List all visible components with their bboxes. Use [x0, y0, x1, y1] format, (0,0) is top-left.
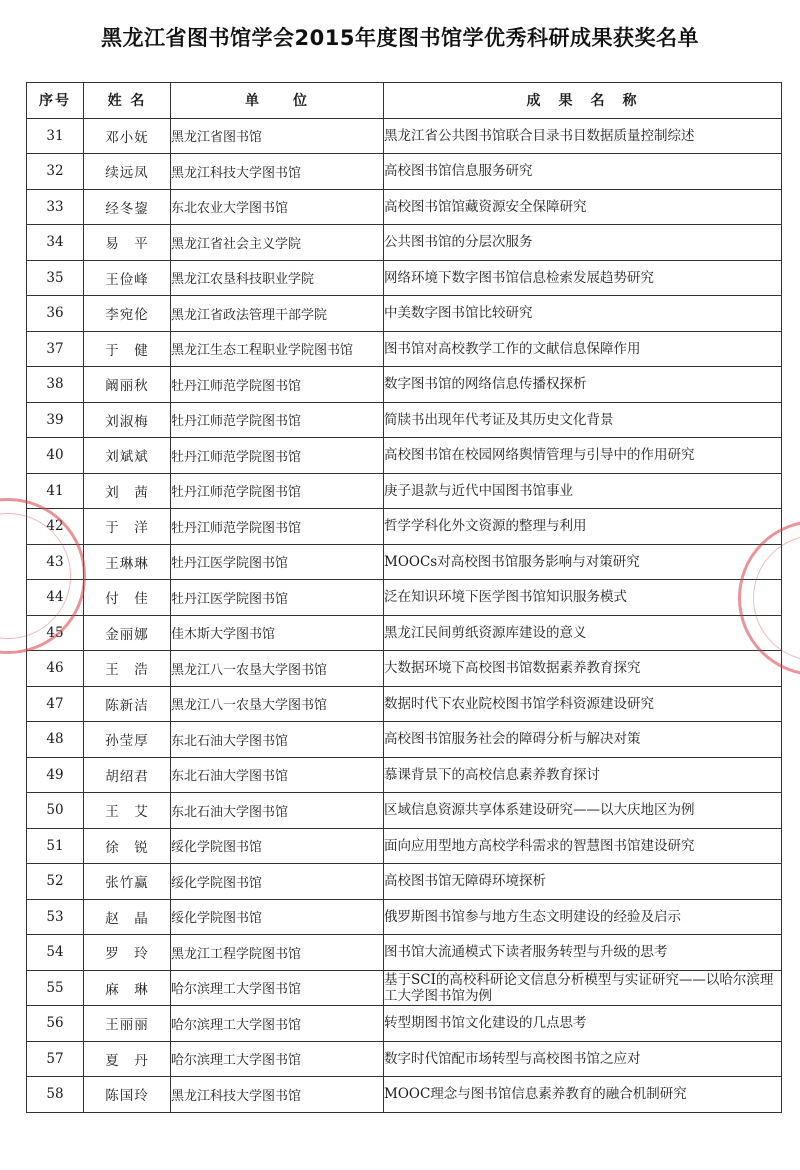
row-title: 俄罗斯图书馆参与地方生态文明建设的经验及启示	[384, 899, 782, 935]
row-number: 38	[27, 367, 84, 403]
row-name: 金丽娜	[84, 615, 171, 651]
table-row	[27, 367, 782, 403]
row-title: 网络环境下数字图书馆信息检索发展趋势研究	[384, 260, 782, 296]
row-number: 31	[27, 118, 84, 154]
row-number: 33	[27, 189, 84, 225]
table-row	[27, 544, 782, 580]
row-number: 45	[27, 615, 84, 651]
row-number: 58	[27, 1077, 84, 1113]
row-unit: 牡丹江师范学院图书馆	[171, 509, 384, 545]
table-row	[27, 1041, 782, 1077]
row-name: 阚丽秋	[84, 367, 171, 403]
table-row	[27, 615, 782, 651]
row-name: 刘 茜	[84, 473, 171, 509]
row-number: 32	[27, 154, 84, 190]
table-row	[27, 651, 782, 687]
row-name: 刘斌斌	[84, 438, 171, 474]
row-title: 公共图书馆的分层次服务	[384, 225, 782, 261]
row-title: 高校图书馆服务社会的障碍分析与解决对策	[384, 722, 782, 758]
row-number: 39	[27, 402, 84, 438]
row-unit: 哈尔滨理工大学图书馆	[171, 1041, 384, 1077]
row-name: 孙莹厚	[84, 722, 171, 758]
row-title: 高校图书馆信息服务研究	[384, 154, 782, 190]
table-row	[27, 296, 782, 332]
table-row	[27, 722, 782, 758]
row-title: 图书馆对高校教学工作的文献信息保障作用	[384, 331, 782, 367]
table-row	[27, 970, 782, 1006]
row-number: 46	[27, 651, 84, 687]
awards-table	[26, 82, 782, 1113]
row-name: 罗 玲	[84, 935, 171, 971]
row-title: MOOCs对高校图书馆服务影响与对策研究	[384, 544, 782, 580]
row-title: 区域信息资源共享体系建设研究——以大庆地区为例	[384, 793, 782, 829]
row-name: 夏 丹	[84, 1041, 171, 1077]
row-name: 陈国玲	[84, 1077, 171, 1113]
row-number: 34	[27, 225, 84, 261]
row-name: 胡绍君	[84, 757, 171, 793]
table-row	[27, 757, 782, 793]
table-body	[27, 118, 782, 1112]
row-title: MOOC理念与图书馆信息素养教育的融合机制研究	[384, 1077, 782, 1113]
row-unit: 黑龙江科技大学图书馆	[171, 154, 384, 190]
row-number: 54	[27, 935, 84, 971]
row-number: 43	[27, 544, 84, 580]
row-unit: 黑龙江省图书馆	[171, 118, 384, 154]
row-unit: 黑龙江工程学院图书馆	[171, 935, 384, 971]
row-unit: 牡丹江医学院图书馆	[171, 580, 384, 616]
row-unit: 黑龙江省社会主义学院	[171, 225, 384, 261]
row-unit: 黑龙江科技大学图书馆	[171, 1077, 384, 1113]
row-title: 哲学学科化外文资源的整理与利用	[384, 509, 782, 545]
row-number: 53	[27, 899, 84, 935]
table-row	[27, 793, 782, 829]
table-header-row	[27, 83, 782, 119]
row-name: 王丽丽	[84, 1006, 171, 1042]
row-unit: 绥化学院图书馆	[171, 899, 384, 935]
row-unit: 黑龙江八一农垦大学图书馆	[171, 686, 384, 722]
row-name: 陈新洁	[84, 686, 171, 722]
row-number: 49	[27, 757, 84, 793]
table-row	[27, 438, 782, 474]
row-name: 王琳琳	[84, 544, 171, 580]
table-row	[27, 935, 782, 971]
table-row	[27, 509, 782, 545]
row-unit: 哈尔滨理工大学图书馆	[171, 970, 384, 1006]
row-name: 刘淑梅	[84, 402, 171, 438]
row-name: 徐 锐	[84, 828, 171, 864]
row-unit: 绥化学院图书馆	[171, 864, 384, 900]
table-row	[27, 402, 782, 438]
row-unit: 黑龙江农垦科技职业学院	[171, 260, 384, 296]
row-title: 黑龙江省公共图书馆联合目录书目数据质量控制综述	[384, 118, 782, 154]
row-title: 慕课背景下的高校信息素养教育探讨	[384, 757, 782, 793]
row-unit: 东北石油大学图书馆	[171, 793, 384, 829]
row-title: 简牍书出现年代考证及其历史文化背景	[384, 402, 782, 438]
row-name: 易 平	[84, 225, 171, 261]
table-row	[27, 118, 782, 154]
row-name: 于 洋	[84, 509, 171, 545]
row-name: 王俭峰	[84, 260, 171, 296]
row-unit: 牡丹江师范学院图书馆	[171, 402, 384, 438]
header-title: 成 果 名 称	[384, 83, 782, 119]
row-title: 泛在知识环境下医学图书馆知识服务模式	[384, 580, 782, 616]
row-number: 37	[27, 331, 84, 367]
table-row	[27, 580, 782, 616]
row-name: 赵 晶	[84, 899, 171, 935]
table-row	[27, 1006, 782, 1042]
row-title: 转型期图书馆文化建设的几点思考	[384, 1006, 782, 1042]
row-name: 张竹赢	[84, 864, 171, 900]
row-title: 高校图书馆在校园网络舆情管理与引导中的作用研究	[384, 438, 782, 474]
row-unit: 牡丹江师范学院图书馆	[171, 367, 384, 403]
row-unit: 黑龙江生态工程职业学院图书馆	[171, 331, 384, 367]
row-title: 数据时代下农业院校图书馆学科资源建设研究	[384, 686, 782, 722]
row-unit: 牡丹江师范学院图书馆	[171, 438, 384, 474]
table-row	[27, 260, 782, 296]
header-unit: 单 位	[171, 83, 384, 119]
table-row	[27, 1077, 782, 1113]
row-title: 面向应用型地方高校学科需求的智慧图书馆建设研究	[384, 828, 782, 864]
document-title: 黑龙江省图书馆学会2015年度图书馆学优秀科研成果获奖名单	[101, 26, 699, 50]
header-name: 姓 名	[84, 83, 171, 119]
header-no: 序号	[27, 83, 84, 119]
table-row	[27, 189, 782, 225]
table-row	[27, 686, 782, 722]
table-row	[27, 899, 782, 935]
row-unit: 哈尔滨理工大学图书馆	[171, 1006, 384, 1042]
row-name: 经冬鋆	[84, 189, 171, 225]
row-number: 51	[27, 828, 84, 864]
table-row	[27, 864, 782, 900]
row-number: 57	[27, 1041, 84, 1077]
row-number: 47	[27, 686, 84, 722]
table-row	[27, 154, 782, 190]
row-unit: 佳木斯大学图书馆	[171, 615, 384, 651]
row-number: 52	[27, 864, 84, 900]
row-name: 王 艾	[84, 793, 171, 829]
row-title: 庚子退款与近代中国图书馆事业	[384, 473, 782, 509]
row-name: 王 浩	[84, 651, 171, 687]
row-name: 付 佳	[84, 580, 171, 616]
table-row	[27, 225, 782, 261]
row-number: 48	[27, 722, 84, 758]
row-name: 于 健	[84, 331, 171, 367]
row-name: 邓小妩	[84, 118, 171, 154]
row-title: 高校图书馆无障碍环境探析	[384, 864, 782, 900]
row-number: 50	[27, 793, 84, 829]
row-title: 黑龙江民间剪纸资源库建设的意义	[384, 615, 782, 651]
row-unit: 绥化学院图书馆	[171, 828, 384, 864]
row-unit: 牡丹江师范学院图书馆	[171, 473, 384, 509]
row-title: 数字时代馆配市场转型与高校图书馆之应对	[384, 1041, 782, 1077]
row-title: 数字图书馆的网络信息传播权探析	[384, 367, 782, 403]
row-number: 55	[27, 970, 84, 1006]
row-title: 大数据环境下高校图书馆数据素养教育探究	[384, 651, 782, 687]
row-unit: 黑龙江八一农垦大学图书馆	[171, 651, 384, 687]
row-number: 44	[27, 580, 84, 616]
row-number: 41	[27, 473, 84, 509]
row-title: 基于SCI的高校科研论文信息分析模型与实证研究——以哈尔滨理工大学图书馆为例	[384, 970, 782, 1006]
row-unit: 黑龙江省政法管理干部学院	[171, 296, 384, 332]
row-number: 36	[27, 296, 84, 332]
row-number: 35	[27, 260, 84, 296]
row-title: 中美数字图书馆比较研究	[384, 296, 782, 332]
row-number: 56	[27, 1006, 84, 1042]
row-title: 高校图书馆馆藏资源安全保障研究	[384, 189, 782, 225]
row-unit: 东北农业大学图书馆	[171, 189, 384, 225]
row-number: 42	[27, 509, 84, 545]
row-name: 续远凤	[84, 154, 171, 190]
row-unit: 东北石油大学图书馆	[171, 757, 384, 793]
row-name: 麻 琳	[84, 970, 171, 1006]
row-name: 李宛伦	[84, 296, 171, 332]
table-row	[27, 828, 782, 864]
row-unit: 牡丹江医学院图书馆	[171, 544, 384, 580]
row-number: 40	[27, 438, 84, 474]
table-row	[27, 331, 782, 367]
row-title: 图书馆大流通模式下读者服务转型与升级的思考	[384, 935, 782, 971]
row-unit: 东北石油大学图书馆	[171, 722, 384, 758]
table-row	[27, 473, 782, 509]
